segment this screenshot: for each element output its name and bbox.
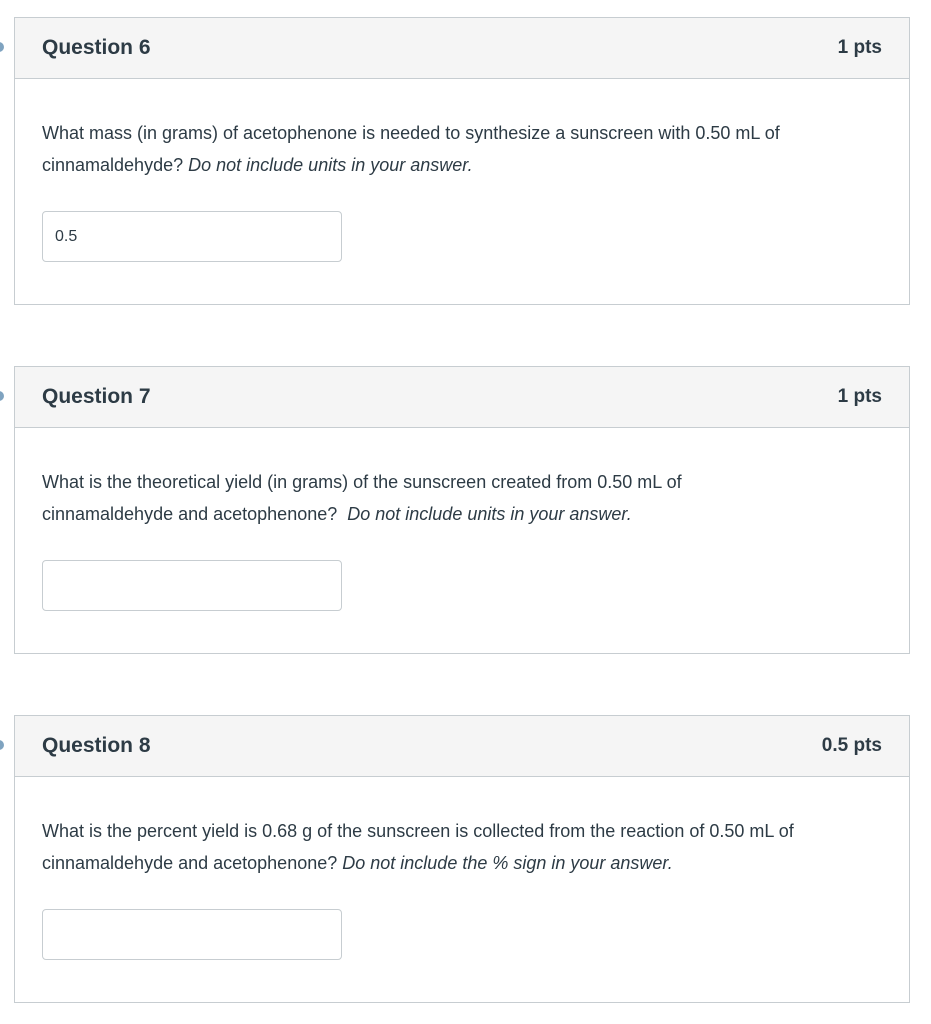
question-6-card [14,17,910,305]
question-title: Question 8 [42,734,151,757]
answer-input[interactable] [42,560,342,611]
question-note: Do not include units in your answer. [188,155,473,175]
question-header [15,716,909,777]
question-text: What is the percent yield is 0.68 g of the sunscreen is collected from the reaction of 0.50 mL of cinnamaldehyde and acetophenone? [42,821,794,873]
question-text: What mass (in grams) of acetophenone is needed to synthesize a sunscreen with 0.50 mL of cinnamaldehyde? [42,123,780,175]
answer-input[interactable] [42,211,342,262]
question-note: Do not include the % sign in your answer. [342,853,673,873]
question-7-card [14,366,910,654]
question-header [15,367,909,428]
question-header [15,18,909,79]
question-points: 1 pts [837,37,882,58]
question-title: Question 6 [42,36,151,59]
answer-input[interactable] [42,909,342,960]
question-points: 0.5 pts [821,735,882,756]
bookmark-icon[interactable] [0,391,4,401]
bookmark-icon[interactable] [0,740,4,750]
question-8-card [14,715,910,1003]
question-text: What is the theoretical yield (in grams) of the sunscreen created from 0.50 mL of cinnamaldehyde and acetophenone? [42,472,687,524]
bookmark-icon[interactable] [0,42,4,52]
question-note: Do not include units in your answer. [347,504,632,524]
question-title: Question 7 [42,385,151,408]
question-points: 1 pts [837,386,882,407]
